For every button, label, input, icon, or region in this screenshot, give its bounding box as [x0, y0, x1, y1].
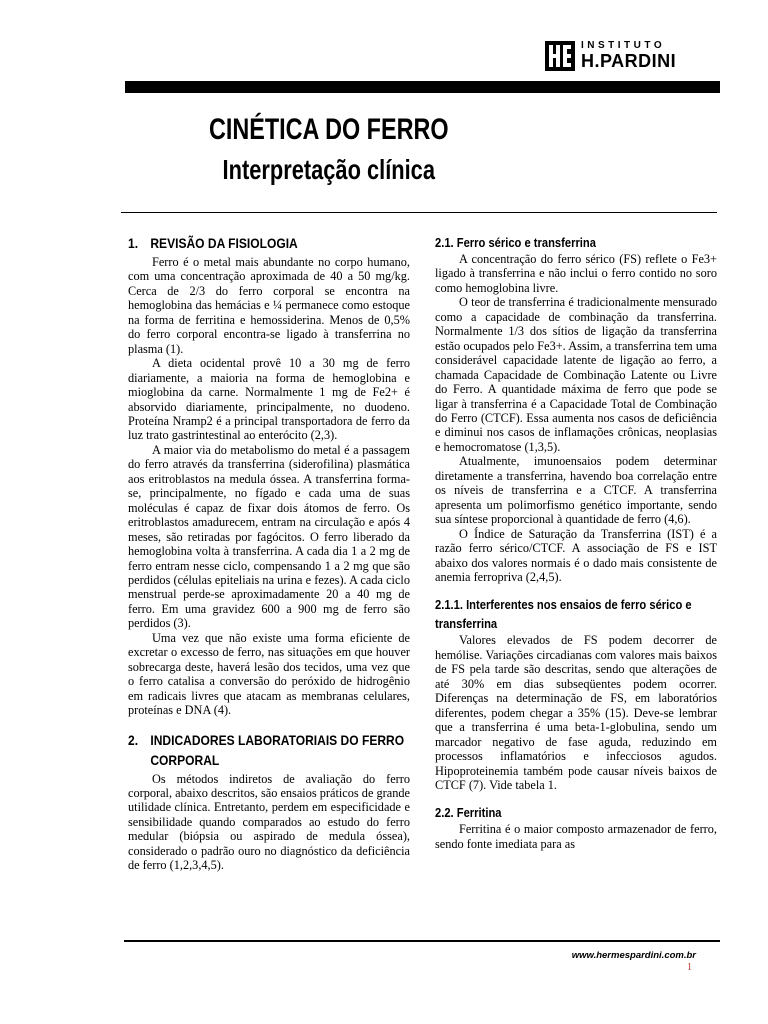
brand-line1: INSTITUTO — [581, 40, 666, 51]
paragraph: Valores elevados de FS podem decorrer de hemólise. Variações circadianas com valores mais baixos de FS pela tarde são descritas, sendo que alterações de até 30% em dias subseqüentes podem ocorrer. Diferenças na determinação de FS, em laboratórios diferentes, podem chegar a 35% (15). Deve-se lembrar que a transferrina é uma beta-1-globulina, sendo um marcador negativo de fase aguda, reduzindo em processos inflamatórios e infecciosos agudos. Hipoproteinemia também pode causar níveis baixos de CTCF (7). Vide tabela 1. — [435, 633, 717, 792]
paragraph: Ferro é o metal mais abundante no corpo humano, com uma concentração aproximada de 40 a 50 mg/kg. Cerca de 2/3 do ferro corporal se encontra na hemoglobina das hemácias e ¼ permanece como estoque na forma de ferritina e hemossiderina. Menos de 0,5% do ferro corporal encontra-se ligado à transferrina no plasma (1). — [128, 255, 410, 356]
section-number: 1. — [128, 235, 139, 251]
title-divider — [121, 212, 717, 213]
footer-divider — [124, 940, 720, 942]
paragraph: Atualmente, imunoensaios podem determinar diretamente a transferrina, havendo boa correlação entre os níveis de transferrina e a CTCF. A transferrina apresenta um polimorfismo genético importante, sendo sua síntese proporcional à quantidade de ferro (4,6). — [435, 454, 717, 527]
paragraph: Os métodos indiretos de avaliação do ferro corporal, abaixo descritos, são ensaios práticos de grande utilidade clínica. Entretanto, perdem em especificidade e sensibilidade quando comparados ao estudo do ferro medular (biópsia ou aspirado de medula óssea), considerado o padrão ouro no diagnóstico da deficiência de ferro (1,2,3,4,5). — [128, 771, 410, 873]
subsection-heading-2-2: 2.2. Ferritina — [435, 805, 502, 821]
subsection-heading-2-1-1: 2.1.1. Interferentes nos ensaios de ferro sérico e transferrina — [435, 597, 692, 632]
section-title: INDICADORES LABORATORIAIS DO FERRO CORPORAL — [150, 731, 405, 768]
brand-line2: H.PARDINI — [581, 51, 677, 71]
page-number: 1 — [687, 962, 692, 973]
paragraph: A maior via do metabolismo do metal é a passagem do ferro através da transferrina (siderofilina) plasmática aos eritroblastos na medula óssea. A transferrina forma-se, principalmente, no fígado e cada uma de suas moléculas é capaz de fixar dois átomos de ferro. Os eritroblastos amadurecem, entram na circulação e após 4 meses, são retiradas por fagócitos. O ferro liberado da hemoglobina volta à transferrina. A cada dia 1 a 2 mg de ferro entram nesse ciclo, compensando 1 a 2 mg que são perdidos (células epiteliais na urina e fezes). A cada ciclo menstrual perde-se aproximadamente 20 a 40 mg de ferro. Em uma gravidez 600 a 900 mg de ferro são perdidos (3). — [128, 442, 410, 631]
section-title: REVISÃO DA FISIOLOGIA — [150, 235, 298, 251]
paragraph: O teor de transferrina é tradicionalmente mensurado como a capacidade de combinação da transferrina. Normalmente 1/3 dos sítios de ligação da transferrina estão ocupados pelo Fe3+. Assim, a transferrina tem uma considerável capacidade latente de ligação ao ferro, a chamada Capacidade de Combinação Latente ou Livre do Ferro. A quantidade máxima de ferro que pode se ligar à transferrina é a Capacidade Total de Combinação do Ferro (CTCF). Essa aumenta nos casos de deficiência e diminui nos casos de inflamações crônicas, neoplasias e hemocromatose (1,3,5). — [435, 295, 717, 454]
pardini-logo-icon — [545, 41, 575, 71]
section-number: 2. — [128, 731, 139, 748]
document-title: CINÉTICA DO FERRO — [208, 113, 449, 146]
paragraph: A concentração do ferro sérico (FS) reflete o Fe3+ ligado à transferrina e não inclui o ferro contido no soro como hemoglobina livre. — [435, 252, 717, 295]
section-heading-2 — [128, 730, 410, 770]
right-column — [435, 233, 717, 851]
footer-website-link[interactable]: www.hermespardini.com.br — [571, 950, 696, 961]
brand-logo — [545, 41, 720, 71]
left-column — [128, 233, 410, 873]
paragraph: Uma vez que não existe uma forma eficiente de excretar o excesso de ferro, nas situações em que houver sobrecarga deste, haverá lesão dos tecidos, uma vez que o ferro catalisa a conversão do peróxido de hidrogênio em radicais livres que atacam as membranas celulares, proteínas e DNA (4). — [128, 630, 410, 718]
paragraph: O Índice de Saturação da Transferrina (IST) é a razão ferro sérico/CTCF. A associação de FS e IST abaixo dos valores normais é o dado mais consistente de anemia ferropriva (2,4,5). — [435, 526, 717, 584]
subsection-heading-2-1: 2.1. Ferro sérico e transferrina — [435, 235, 596, 250]
paragraph: Ferritina é o maior composto armazenador de ferro, sendo fonte imediata para as — [435, 822, 717, 851]
header-bar — [125, 81, 720, 93]
paragraph: A dieta ocidental provê 10 a 30 mg de ferro diariamente, a maioria na forma de hemoglobina e mioglobina da carne. Normalmente 1 mg de Fe2+ é absorvido diariamente, principalmente, no duodeno. Proteína Nramp2 é a principal transportadora de ferro da luz trato gastrintestinal ao enterócito (2,3). — [128, 356, 410, 443]
document-subtitle: Interpretação clínica — [222, 154, 435, 185]
section-heading-1 — [128, 233, 410, 253]
